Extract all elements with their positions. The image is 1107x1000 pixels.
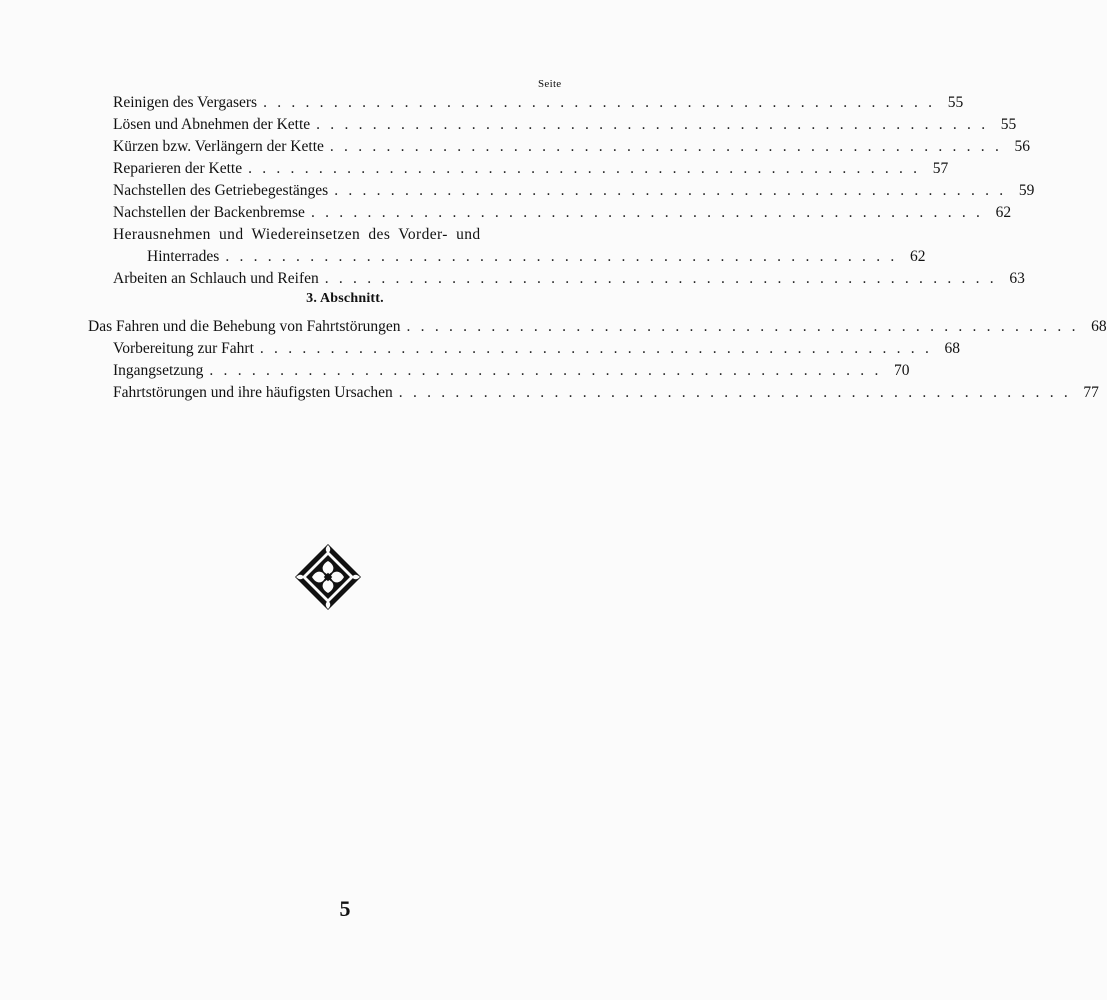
- toc-entry: [113, 114, 1017, 136]
- toc-entry-title: Vorbereitung zur Fahrt: [113, 340, 254, 357]
- toc-entry-title: Reinigen des Vergasers: [113, 94, 258, 111]
- toc-entry-title: Fahrtstörungen und ihre häufigsten Ursachen: [113, 384, 393, 401]
- toc-entry: [113, 360, 910, 382]
- leader-dots: . . . . . . . . . . . . . . . . . . . . . . . . . . . . . . . . . . . . . . . . . . . . . . . .: [398, 384, 1071, 401]
- toc-entry-page: 56: [1014, 138, 1031, 155]
- toc-entry-title: Nachstellen des Getriebegestänges: [113, 182, 329, 199]
- toc-entry-page: 62: [995, 204, 1012, 221]
- toc-entry-page: 57: [932, 160, 949, 177]
- toc-entry: [113, 224, 569, 246]
- toc-entry: [113, 158, 949, 180]
- page-column-header: Seite: [538, 78, 562, 90]
- toc-entry: [113, 136, 1031, 158]
- leader-dots: . . . . . . . . . . . . . . . . . . . . . . . . . . . . . . . . . . . . . . . . . . . . . . . .: [324, 270, 997, 287]
- toc-main-entry: [88, 316, 1107, 338]
- leader-dots: . . . . . . . . . . . . . . . . . . . . . . . . . . . . . . . . . . . . . . . . . . . . . . . .: [310, 204, 984, 221]
- toc-entry-page: 55: [1000, 116, 1017, 133]
- floral-diamond-ornament-icon: [293, 542, 363, 612]
- toc-entry-page: 63: [1009, 270, 1025, 287]
- toc-entry-page: 68: [944, 340, 961, 357]
- toc-entry: [113, 338, 961, 360]
- leader-dots: . . . . . . . . . . . . . . . . . . . . . . . . . . . . . . . . . . . . . . . . . . . . . . . .: [263, 94, 936, 111]
- leader-dots: . . . . . . . . . . . . . . . . . . . . . . . . . . . . . . . . . . . . . . . . . . . . . . . .: [334, 182, 1007, 199]
- toc-entry-title: Reparieren der Kette: [113, 160, 243, 177]
- leader-dots: . . . . . . . . . . . . . . . . . . . . . . . . . . . . . . . . . . . . . . . . . . . . . . . .: [259, 340, 933, 357]
- toc-entry-page: 77: [1083, 384, 1099, 401]
- toc-entry-title: Hinterrades: [147, 248, 220, 265]
- toc-entry-page: 70: [894, 362, 910, 379]
- leader-dots: . . . . . . . . . . . . . . . . . . . . . . . . . . . . . . . . . . . . . . . . . . . . . . . .: [209, 362, 882, 379]
- page-number: 5: [339, 896, 351, 921]
- leader-dots: . . . . . . . . . . . . . . . . . . . . . . . . . . . . . . . . . . . . . . . . . . . . . . . .: [406, 318, 1079, 335]
- leader-dots: . . . . . . . . . . . . . . . . . . . . . . . . . . . . . . . . . . . . . . . . . . . . . . . .: [329, 138, 1003, 155]
- toc-entry-title: Kürzen bzw. Verlängern der Kette: [113, 138, 324, 155]
- toc-entry: [113, 92, 964, 114]
- toc-entry-continuation: [147, 246, 926, 268]
- toc-entry: [113, 268, 1025, 290]
- toc-entry-page: 55: [947, 94, 964, 111]
- leader-dots: . . . . . . . . . . . . . . . . . . . . . . . . . . . . . . . . . . . . . . . . . . . . . . . .: [225, 248, 898, 265]
- section-heading: 3. Abschnitt.: [306, 291, 384, 306]
- toc-entry-title: Ingangsetzung: [113, 362, 204, 379]
- toc-entry-page: 68: [1091, 318, 1107, 335]
- toc-entry-title: Das Fahren und die Behebung von Fahrtstörungen: [88, 318, 401, 335]
- toc-entry: [113, 202, 1012, 224]
- toc-entry-title: Lösen und Abnehmen der Kette: [113, 116, 311, 133]
- toc-entry-page: 62: [909, 248, 926, 265]
- toc-entry: [113, 180, 1035, 202]
- leader-dots: . . . . . . . . . . . . . . . . . . . . . . . . . . . . . . . . . . . . . . . . . . . . . . . .: [316, 116, 989, 133]
- toc-entry-page: 59: [1018, 182, 1035, 199]
- toc-entry-title: Nachstellen der Backenbremse: [113, 204, 305, 221]
- toc-entry-title: Arbeiten an Schlauch und Reifen: [113, 270, 319, 287]
- toc-entry: [113, 382, 1099, 404]
- toc-entry-title: Herausnehmen und Wiedereinsetzen des Vorder- und: [113, 226, 481, 243]
- leader-dots: . . . . . . . . . . . . . . . . . . . . . . . . . . . . . . . . . . . . . . . . . . . . . . . .: [248, 160, 921, 177]
